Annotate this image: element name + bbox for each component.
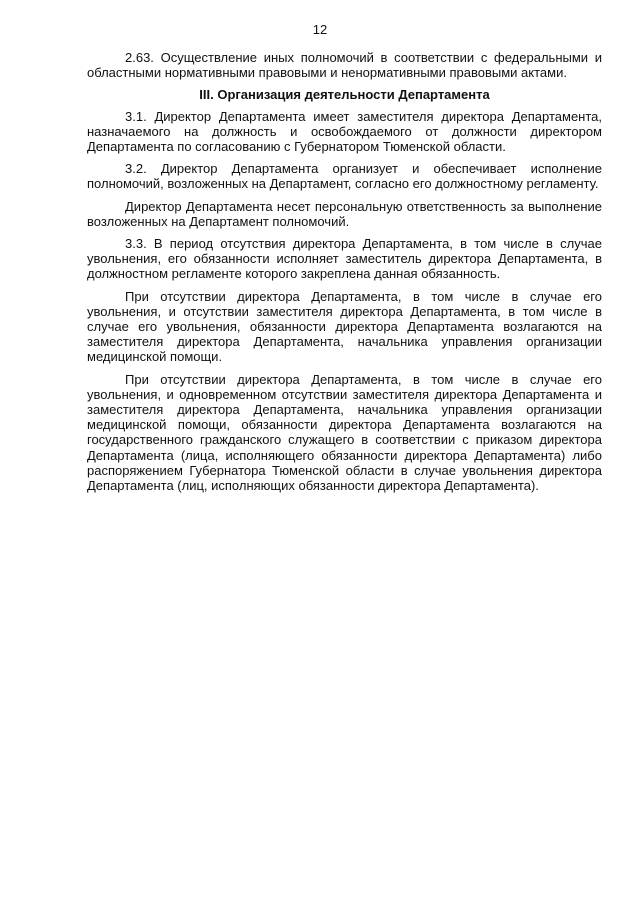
paragraph-3-1: 3.1. Директор Департамента имеет заместителя директора Департамента, назначаемого на должность и освобождаемого от должности директором Департамента по согласованию с Губернатором Тюменской области. — [87, 108, 602, 155]
paragraph-3-2-responsibility: Директор Департамента несет персональную ответственность за выполнение возложенных на Департамент полномочий. — [87, 198, 602, 229]
paragraph-3-2: 3.2. Директор Департамента организует и обеспечивает исполнение полномочий, возложенных на Департамент, согласно его должностному регламенту. — [87, 161, 602, 192]
paragraph-3-3: 3.3. В период отсутствия директора Департамента, в том числе в случае увольнения, его обязанности исполняет заместитель директора Департамента, в должностном регламенте которого закреплена данная обязанность. — [87, 236, 602, 282]
page-number: 12 — [312, 22, 328, 37]
document-body — [87, 50, 602, 500]
paragraph-2-63: 2.63. Осуществление иных полномочий в соответствии с федеральными и областными нормативными правовыми и ненормативными правовыми актами. — [87, 50, 602, 81]
paragraph-3-3-both-absent: При отсутствии директора Департамента, в том числе в случае его увольнения, и одновременном отсутствии заместителя директора Департамента и заместителя директора Департамента, начальника управления организации медицинской помощи, обязанности директора Департамента возлагаются на государственного гражданского служащего в соответствии с приказом директора Департамента (лица, исполняющего обязанности директора Департамента) либо распоряжением Губернатора Тюменской области в случае увольнения директора Департамента (лиц, исполняющих обязанности директора Департамента). — [87, 371, 602, 494]
paragraph-3-3-deputy-absence: При отсутствии директора Департамента, в том числе в случае его увольнения, и отсутствии заместителя директора Департамента, в том числе в случае его увольнения, обязанности директора Департамента возлагаются на заместителя директора Департамента, начальника управления организации медицинской помощи. — [87, 288, 602, 365]
section-heading: III. Организация деятельности Департамента — [199, 87, 490, 103]
